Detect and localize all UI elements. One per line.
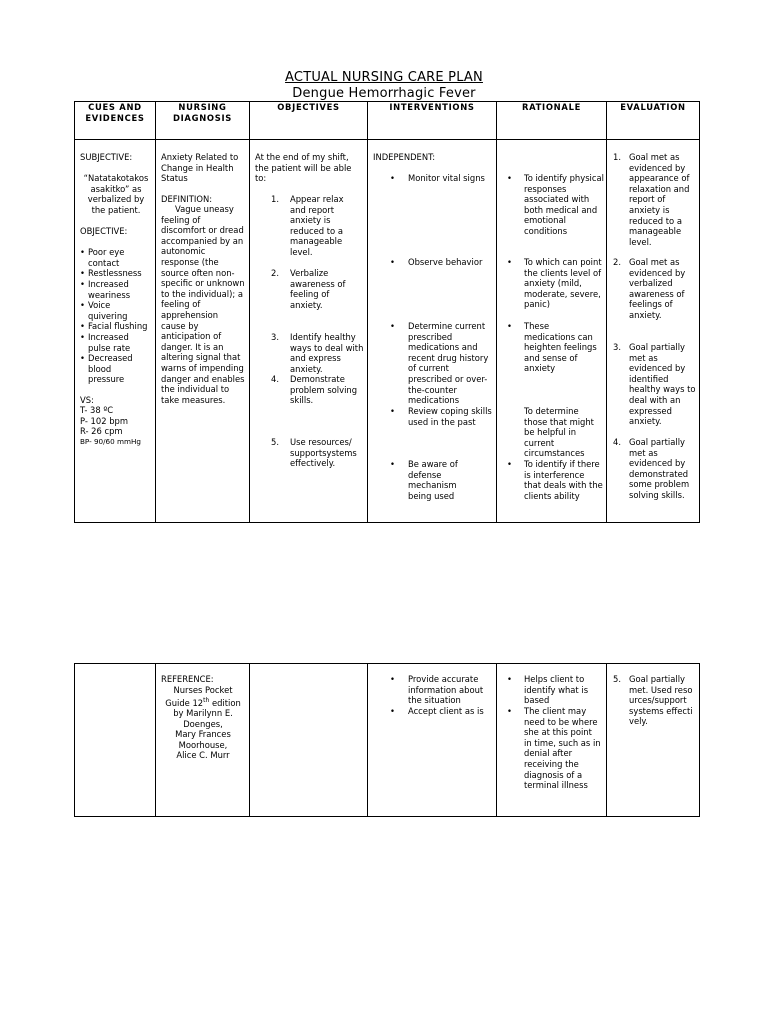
reference-cell [156, 664, 250, 817]
objective-goal: Verbalize awareness of feeling of anxiety. [290, 268, 346, 310]
objective-item: Poor eye contact [88, 247, 125, 268]
rationale-item: To identify if there is interference that deals with the clients ability [524, 459, 603, 501]
evaluation-item: Goal partially met as evidenced by identified healthy ways to deal with an expressed anxiety. [629, 342, 696, 427]
rationale-cell: • To identify physical responses associated with both medical and emotional conditions • To which can point the clients level of anxiety (mild, moderate, severe, panic) • These medications can heighten feelings and sense of anxiety To determine those that might be helpful in current circumstances • To identify if there is interference that deals with the clients ability [497, 140, 607, 523]
objective-item: Increased pulse rate [88, 332, 131, 353]
objectives-cell: At the end of my shift, the patient will be able to: 1. Appear relax and report anxiety is reduced to a manageable level. 2. Verbalize awareness of feeling of anxiety. 3. Identify healthy ways to deal with and express anxiety. 4. Demonstrate problem solving skills. 5. Use resources/ supportsystems effectively. [250, 140, 368, 523]
subjective-label: SUBJECTIVE: [80, 152, 133, 162]
rationale-cell: • Helps client to identify what is based • The client may need to be where she at this point in time, such as in denial after receiving the diagnosis of a terminal illness [497, 664, 607, 817]
evaluation-cell: 1. Goal met as evidenced by appearance of relaxation and report of anxiety is reduced to a manageable level. 2. Goal met as evidenced by verbalized awareness of feelings of anxiety. 3. Goal partially met as evidenced by identified healthy ways to deal with an expressed anxiety. 4. Goal partially met as evidenced by demonstrated some problem solving skills. [607, 140, 700, 523]
vs-label: VS: [80, 395, 94, 405]
rationale-item: To identify physical responses associated with both medical and emotional conditions [524, 173, 604, 236]
rationale-item: Helps client to identify what is based [524, 674, 589, 706]
reference-label: REFERENCE: [161, 674, 214, 684]
intervention-item: Be aware of defense mechanism being used [408, 459, 458, 501]
objective-item: Facial flushing [88, 321, 148, 331]
intervention-item: Monitor vital signs [408, 173, 485, 183]
independent-label: INDEPENDENT: [373, 152, 436, 162]
interventions-cell: • Provide accurate information about the situation • Accept client as is [368, 664, 497, 817]
objective-item: Voice quivering [88, 300, 128, 321]
vital-sign: P- 102 bpm [80, 416, 128, 426]
care-plan-table [74, 101, 700, 523]
table-body-row [75, 664, 700, 817]
objective-item: Increased weariness [88, 279, 131, 300]
objective-label: OBJECTIVE: [80, 226, 128, 236]
intervention-item: Observe behavior [408, 257, 483, 267]
evaluation-item: Goal partially met. Used resources/support systems effectively. [629, 674, 693, 727]
objective-goal: Identify healthy ways to deal with and express anxiety. [290, 332, 364, 374]
rationale-item: To which can point the clients level of anxiety (mild, moderate, severe, panic) [524, 257, 602, 310]
objectives-intro: At the end of my shift, the patient will be able to: [255, 152, 352, 184]
table-body-row [75, 140, 700, 523]
objective-item: Decreased blood pressure [88, 353, 133, 385]
objective-goal: Appear relax and report anxiety is reduced to a manageable level. [290, 194, 344, 257]
evaluation-item: Goal partially met as evidenced by demonstrated some problem solving skills. [629, 437, 690, 500]
rationale-item: These medications can heighten feelings and sense of anxiety [524, 321, 597, 374]
document-title: ACTUAL NURSING CARE PLAN [285, 70, 483, 85]
care-plan-table-continued [74, 663, 700, 817]
objective-goal: Use resources/ supportsystems effectively. [290, 437, 357, 469]
header-diagnosis: NURSING DIAGNOSIS [156, 102, 250, 140]
intervention-item: Determine current prescribed medications and recent drug history of current prescribed or over-the-counter medications [408, 321, 489, 406]
definition-text: Vague uneasy feeling of discomfort or dread accompanied by an autonomic response (the source often non-specific or unknown to the individual); a feeling of apprehension cause by anticipation of danger. It is an altering signal that warns of impending danger and enables the individual to take measures. [161, 204, 245, 405]
interventions-cell: INDEPENDENT: • Monitor vital signs • Observe behavior • Determine current prescribed medications and recent drug history of current prescribed or over-the-counter medications • Review coping skills used in the past • Be aware of defense mechanism being used [368, 140, 497, 523]
header-cues: CUES AND EVIDENCES [75, 102, 156, 140]
intervention-item: Review coping skills used in the past [408, 406, 492, 427]
rationale-item: To determine those that might be helpful in current circumstances [524, 406, 594, 459]
vital-sign: T- 38 ºC [80, 405, 114, 415]
objective-item: Restlessness [88, 268, 142, 278]
diagnosis-cell [156, 140, 250, 523]
evaluation-item: Goal met as evidenced by verbalized awareness of feelings of anxiety. [629, 257, 686, 320]
objectives-cell-empty [250, 664, 368, 817]
header-objectives: OBJECTIVES [250, 102, 368, 140]
intervention-item: Accept client as is [408, 706, 484, 716]
header-evaluation: EVALUATION [607, 102, 700, 140]
definition-label: DEFINITION: [161, 194, 213, 204]
diagnosis-text: Anxiety Related to Change in Health Status [161, 152, 239, 184]
header-interventions: INTERVENTIONS [368, 102, 497, 140]
header-rationale: RATIONALE [497, 102, 607, 140]
subjective-quote: “Natatakotakos asakitko” as verbalized by the patient. [83, 173, 149, 215]
vital-sign-bp: BP- 90/60 mmHg [80, 437, 141, 446]
reference-text: Nurses Pocket Guide 12th edition by Marilynn E. Doenges, Mary Frances Moorhouse, Alice C. Murr [165, 685, 241, 761]
intervention-item: Provide accurate information about the situation [408, 674, 484, 706]
evaluation-item: Goal met as evidenced by appearance of relaxation and report of anxiety is reduced to a manageable level. [629, 152, 690, 247]
rationale-item: The client may need to be where she at this point in time, such as in denial after receiving the diagnosis of a terminal illness [524, 706, 601, 791]
table-header-row [75, 102, 700, 140]
vital-sign: R- 26 cpm [80, 426, 123, 436]
cues-cell-empty [75, 664, 156, 817]
document-subtitle: Dengue Hemorrhagic Fever [292, 86, 476, 101]
objective-goal: Demonstrate problem solving skills. [290, 374, 358, 406]
evaluation-cell: 5. Goal partially met. Used resources/support systems effectively. [607, 664, 700, 817]
cues-cell: SUBJECTIVE: “Natatakotakos asakitko” as verbalized by the patient. OBJECTIVE: • Poor eye contact • Restlessness • Increased weariness • Voice quivering • Facial flushing • Increased pulse rate • Decreased blood pressure VS: T- 38 ºC P- 102 bpm R- 26 cpm BP- 90/60 mmHg [75, 140, 156, 523]
